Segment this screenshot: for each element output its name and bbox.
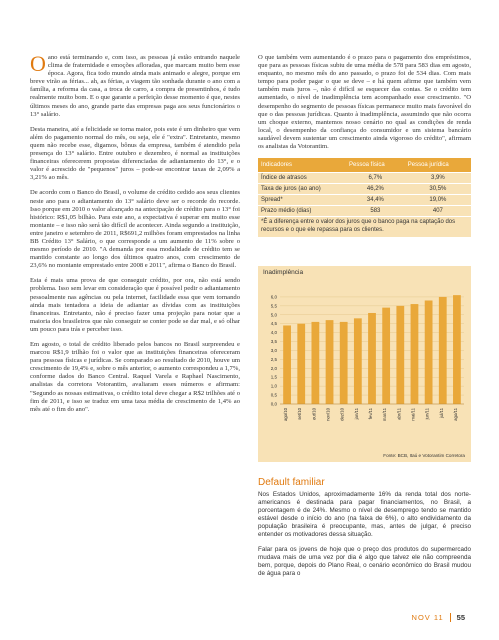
inadimplencia-chart (258, 266, 471, 462)
right-column (258, 54, 471, 237)
paragraph-text: ano está terminando e, com isso, as pessoas já estão entrando naquele clima de fraternidade e emoções afloradas, que marcam muito bem esse época. Agora, fica todo mundo ainda mais animado e alegre, porque em breve virão as férias... ah, as férias, a viagem tão sonhada durante o ano com a família, a reforma da casa, a troca de carro, a compra de presentinhos, é tudo realmente muito bom. E o que garante a perfeição desse momento é que, nestes últimos meses do ano, grande parte das empresas paga aos seus funcionários o 13° salário. (30, 54, 240, 118)
section-heading: Default familiar (258, 477, 325, 488)
cell-pessoa-juridica: 30,5% (405, 184, 471, 195)
chart-source: Fonte: BCB, Itaú e Votorantim Corretora (383, 453, 465, 458)
x-tick-label: mai/11 (410, 408, 416, 421)
y-tick-label: 3,0 (270, 347, 277, 353)
cell-pessoa-juridica: 407 (405, 206, 471, 217)
x-tick-label: out/10 (311, 408, 317, 420)
chart-title: Inadimplência (263, 269, 304, 276)
table-header-cell: Pessoa jurídica (405, 158, 471, 173)
bar (368, 313, 376, 404)
y-tick-label: 0,5 (270, 392, 277, 398)
y-tick-label: 1,0 (270, 383, 277, 389)
section-default-familiar (258, 477, 471, 585)
article-paragraph-2: Desta maneira, até a felicidade se torna maior, pois este é um dinheiro que vem além do pagamento normal do mês, ou seja, ele é "extra". Entretanto, mesmo quem não recebe esse, digamos, bônus da empresa, também é atendido pela presença do 13° salário. Entre outubro e dezembro, é normal as instituições financeiras oferecerem propostas diferenciadas de adiantamento do 13°, e o valor é acrescido de "pequenos" juros – pode-se encontrar taxas de 2,09% a 3,21% ao mês. (30, 125, 240, 182)
cell-pessoa-fisica: 34,4% (346, 195, 405, 206)
chart-plot (258, 266, 471, 462)
article-paragraph-6: O que também vem aumentando é o prazo para o pagamento dos empréstimos, que para as pessoas físicas subiu de uma média de 578 para 583 dias em agosto, enquanto, no mesmo mês do ano passado, o prazo foi de 534 dias. Com mais tempo para poder pagar o que se deve – e há quem afirme que também vem também mais juros –, não é difícil se esquecer das contas. Se o crédito tem aumentado, o nível de inadimplência tem acompanhado esse crescimento. "O desempenho do segmento de pessoas físicas permanece muito mais favorável do que o das pessoas jurídicas. Quanto à inadimplência, assumindo que não ocorra um choque externo, mantemos nosso cenário no qual as condições de renda local, o desempenho da confiança do consumidor e um sistema bancário saudável devem sustentar um crescimento ainda vigoroso do crédito", afirmam os analistas da Votorantim. (258, 54, 471, 151)
y-tick-label: 4,5 (270, 321, 277, 327)
article-paragraph-5: Em agosto, o total de crédito liberado pelos bancos no Brasil surpreendeu e marcou R$1,9 trilhão foi o valor que as instituições financeiras ofereceram para pessoas físicas e jurídicas. Se comparado ao resultado de 2010, houve um crescimento de 19,4% e, sobre o mês anterior, o aumento correspondeu a 1,7%, conforme dados do Banco Central. Raquel Varela e Raphael Nascimento, analistas da corretora Votorantim, avaliaram esses números e afirmam: "Segundo as nossas estimativas, o crédito total deve chegar a R$2 trilhões até o fim de 2011, e isso se traduz em uma taxa média de crescimento de 1,4% ao mês até o fim do ano". (30, 341, 240, 413)
section-paragraph-2: Falar para os jovens de hoje que o preço dos produtos do supermercado mudava mais de uma vez por dia é algo que talvez ele não compreenda bem, porque, depois do Plano Real, o cenário econômico do Brasil mudou de água para o (258, 546, 471, 577)
y-tick-label: 6,0 (270, 294, 277, 300)
table-row (258, 206, 471, 217)
y-tick-label: 5,0 (270, 312, 277, 318)
bar (425, 300, 433, 404)
bar (340, 322, 348, 404)
bar (354, 318, 362, 404)
issue-month: NOV 11 (411, 613, 444, 622)
y-tick-label: 3,5 (270, 339, 277, 345)
page-number: 55 (450, 613, 465, 622)
table-row (258, 173, 471, 184)
row-label: Índice de atrasos (258, 173, 346, 184)
x-tick-label: jan/11 (353, 408, 359, 420)
table-header-row (258, 158, 471, 173)
x-tick-label: fev/11 (368, 408, 373, 420)
table-footnote: *É a diferença entre o valor dos juros que o banco paga na captação dos recursos e o que ele repassa para os clientes. (258, 217, 471, 237)
y-tick-label: 1,5 (270, 374, 277, 380)
y-tick-label: 2,0 (270, 365, 277, 371)
table-row (258, 195, 471, 206)
bar (439, 297, 447, 404)
row-label: Spread* (258, 195, 346, 206)
table-header-cell: Indicadores (258, 158, 346, 173)
x-tick-label: jul/11 (438, 408, 444, 418)
bar (297, 324, 305, 404)
bar (326, 320, 334, 404)
bar (411, 304, 419, 404)
row-label: Taxa de juros (ao ano) (258, 184, 346, 195)
x-tick-label: mar/11 (382, 408, 388, 422)
left-column (30, 51, 240, 421)
article-paragraph-4: Esta é mais uma prova de que conseguir crédito, por ora, não está sendo problema. Isso sem levar em consideração que é possível pedir o adiantamento pessoalmente nas agências ou pela internet, facilidade essa que vem tornando ainda mais tentadora a ideia de adiantar as dívidas com as instituições financeiras. Entretanto, não é preciso fazer uma projeção para notar que a maioria dos brasileiros que não conseguir se conter pode se dar mal, e só olhar um pouco para trás e perceber isso. (30, 277, 240, 333)
bar (311, 322, 319, 404)
indicators-table (258, 158, 471, 216)
section-paragraph-1: Nos Estados Unidos, aproximadamente 16% da renda total dos norte-americanos é destinada para pagar financiamentos, no Brasil, a porcentagem é de 24%. Mesmo o nível de desemprego tendo se mantido estável desde o início do ano (na faixa de 6%), o alto endividamento da população brasileira é preocupante, mas, antes de julgar, é preciso entender os motivadores dessa situação. (258, 491, 471, 538)
row-label: Prazo médio (dias) (258, 206, 346, 217)
x-tick-label: dez/10 (339, 408, 345, 421)
y-tick-label: 2,5 (270, 356, 277, 362)
cell-pessoa-fisica: 6,7% (346, 173, 405, 184)
bar (396, 306, 404, 404)
article-paragraph-3: De acordo com o Banco do Brasil, o volume de crédito cedido aos seus clientes neste ano para o adiantamento do 13° salário deve ser o recorde do recorde. Isso porque em 2010 o valor alcançado na antecipação de crédito para o 13° foi histórico: R$1,05 bilhão. Para este ano, a expectativa é superar em muito esse montante – e isso não será tão difícil de acontecer. Ainda segundo a instituição, entre janeiro e setembro de 2011, R$691,2 milhões foram emprestados na linha BB Crédito 13° Salário, o que corresponde a um aumento de 11% sobre o mesmo período de 2010. "A demanda por essa modalidade de crédito tem se mantido constante ao longo dos últimos quatro anos, com crescimento de 23,6% no montante emprestado entre 2008 e 2011", afirma o Banco do Brasil. (30, 189, 240, 270)
y-tick-label: 0,0 (270, 401, 277, 407)
x-tick-label: jun/11 (424, 408, 430, 420)
bar (283, 325, 291, 404)
cell-pessoa-juridica: 19,0% (405, 195, 471, 206)
cell-pessoa-juridica: 3,9% (405, 173, 471, 184)
y-tick-label: 4,0 (270, 330, 277, 336)
dropcap-letter: O (30, 51, 46, 76)
table-header-cell: Pessoa física (346, 158, 405, 173)
x-tick-label: abr/11 (396, 408, 402, 420)
bar (453, 295, 461, 404)
article-paragraph-1 (30, 51, 240, 119)
table-row (258, 184, 471, 195)
x-tick-label: ago/11 (452, 408, 458, 421)
page-footer (412, 613, 465, 622)
y-tick-label: 5,5 (270, 303, 277, 309)
bar (382, 308, 390, 404)
cell-pessoa-fisica: 583 (346, 206, 405, 217)
x-tick-label: ago/10 (283, 408, 289, 422)
x-tick-label: nov/10 (325, 408, 331, 421)
cell-pessoa-fisica: 46,2% (346, 184, 405, 195)
x-tick-label: set/10 (297, 408, 303, 420)
